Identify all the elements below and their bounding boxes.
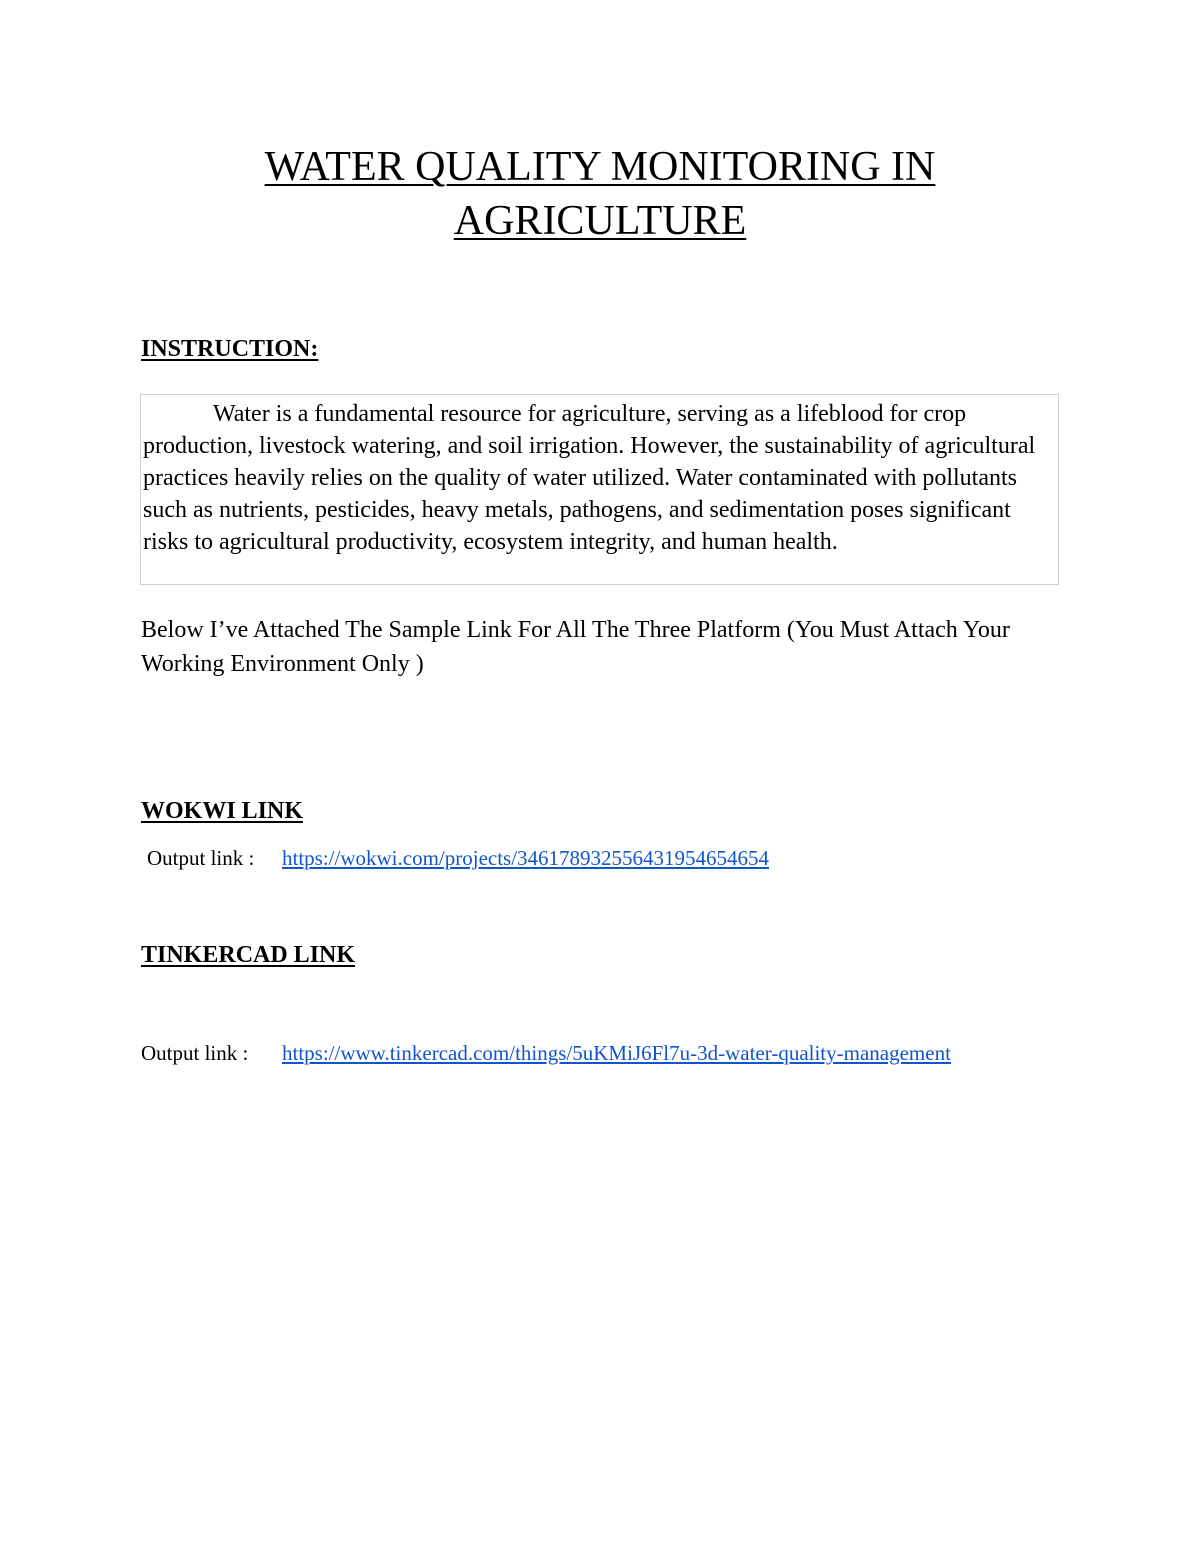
tinkercad-output-label: Output link : (141, 1041, 249, 1065)
wokwi-output-row (147, 846, 769, 871)
instruction-heading: INSTRUCTION: (141, 336, 319, 362)
wokwi-link-heading: WOKWI LINK (141, 798, 304, 824)
wokwi-output-label: Output link : (147, 846, 255, 870)
wokwi-output-link[interactable]: https://wokwi.com/projects/346178932556431954654654 (282, 846, 770, 870)
tinkercad-output-link[interactable]: https://www.tinkercad.com/things/5uKMiJ6Fl7u-3d-water-quality-management (282, 1041, 951, 1065)
attachment-note: Below I’ve Attached The Sample Link For All The Three Platform (You Must Attach Your Working Environment Only ) (141, 617, 1010, 677)
instruction-box (140, 394, 1059, 585)
tinkercad-link-heading: TINKERCAD LINK (141, 942, 356, 968)
title-line-1: WATER QUALITY MONITORING IN (264, 144, 936, 190)
title-line-2: AGRICULTURE (453, 198, 747, 244)
document-title (0, 140, 1200, 248)
tinkercad-output-row (141, 1041, 951, 1066)
instruction-body: Water is a fundamental resource for agriculture, serving as a lifeblood for crop production, livestock watering, and soil irrigation. However, the sustainability of agricultural practices heavily relies on the quality of water utilized. Water contaminated with pollutants such as nutrients, pesticides, heavy metals, pathogens, and sedimentation poses significant risks to agricultural productivity, ecosystem integrity, and human health. (143, 401, 1036, 555)
